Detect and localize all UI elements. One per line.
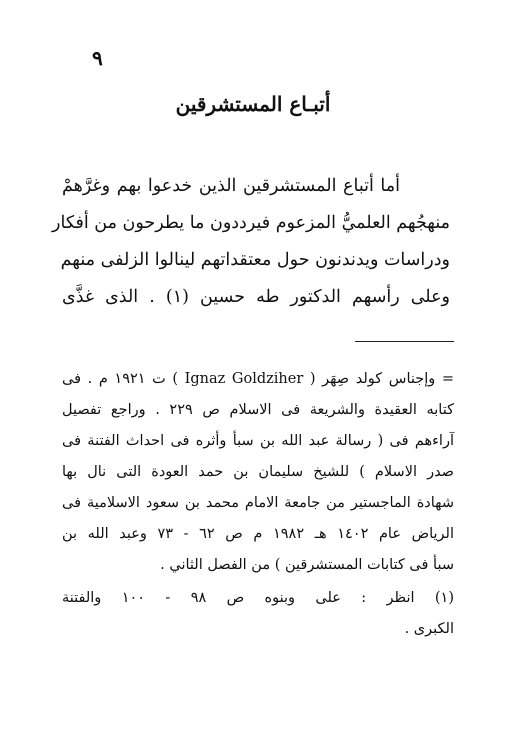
footnote-line: صدر الاسلام ) للشيخ سليمان بن حمد العودة التى نال بها [62, 464, 454, 480]
footnote-line: الرياض عام ١٤٠٢ هـ ١٩٨٢ م ص ٦٢ - ٧٣ وعبد الله بن [62, 526, 455, 542]
body-paragraph [52, 168, 450, 316]
body-line: أما أتباع المستشرقين الذين خدعوا بهم وغرَّهمْ [62, 176, 400, 196]
footnote-line: شهادة الماجستير من جامعة الامام محمد بن سعود الاسلامية فى [62, 495, 454, 511]
footnote-divider [355, 341, 454, 342]
footnotes [62, 364, 454, 645]
footnote-line: كتابه العقيدة والشريعة فى الاسلام ص ٢٢٩ . وراجع تفصيل [62, 402, 455, 418]
body-line: ودراسات ويدندنون حول معتقداتهم لينالوا الزلفى منهم [60, 250, 450, 270]
page-number: ٩ [92, 46, 103, 70]
footnote-line: سبأ فى كتابات المستشرقين ) من الفصل الثاني . [160, 557, 454, 573]
footnote-1-line: الكبرى . [404, 621, 454, 637]
section-title: أتبـاع المستشرقين [175, 92, 331, 116]
footnote-line: = وإجناس كولد صِهَر ( Ignaz Goldziher ) ت ١٩٢١ م . فى [62, 371, 454, 387]
footnote-1-line: (١) انظر : على وبنوه ص ٩٨ - ١٠٠ والفتنة [62, 590, 455, 606]
body-line: منهجُهم العلميُّ المزعوم فيرددون ما يطرحون من أفكار [52, 213, 450, 233]
body-line: وعلى رأسهم الدكتور طه حسين (١) . الذى غذَّى [62, 287, 450, 307]
footnote-line: آراءهم فى ( رسالة عبد الله بن سبأ وأثره فى احداث الفتنة فى [62, 433, 454, 449]
